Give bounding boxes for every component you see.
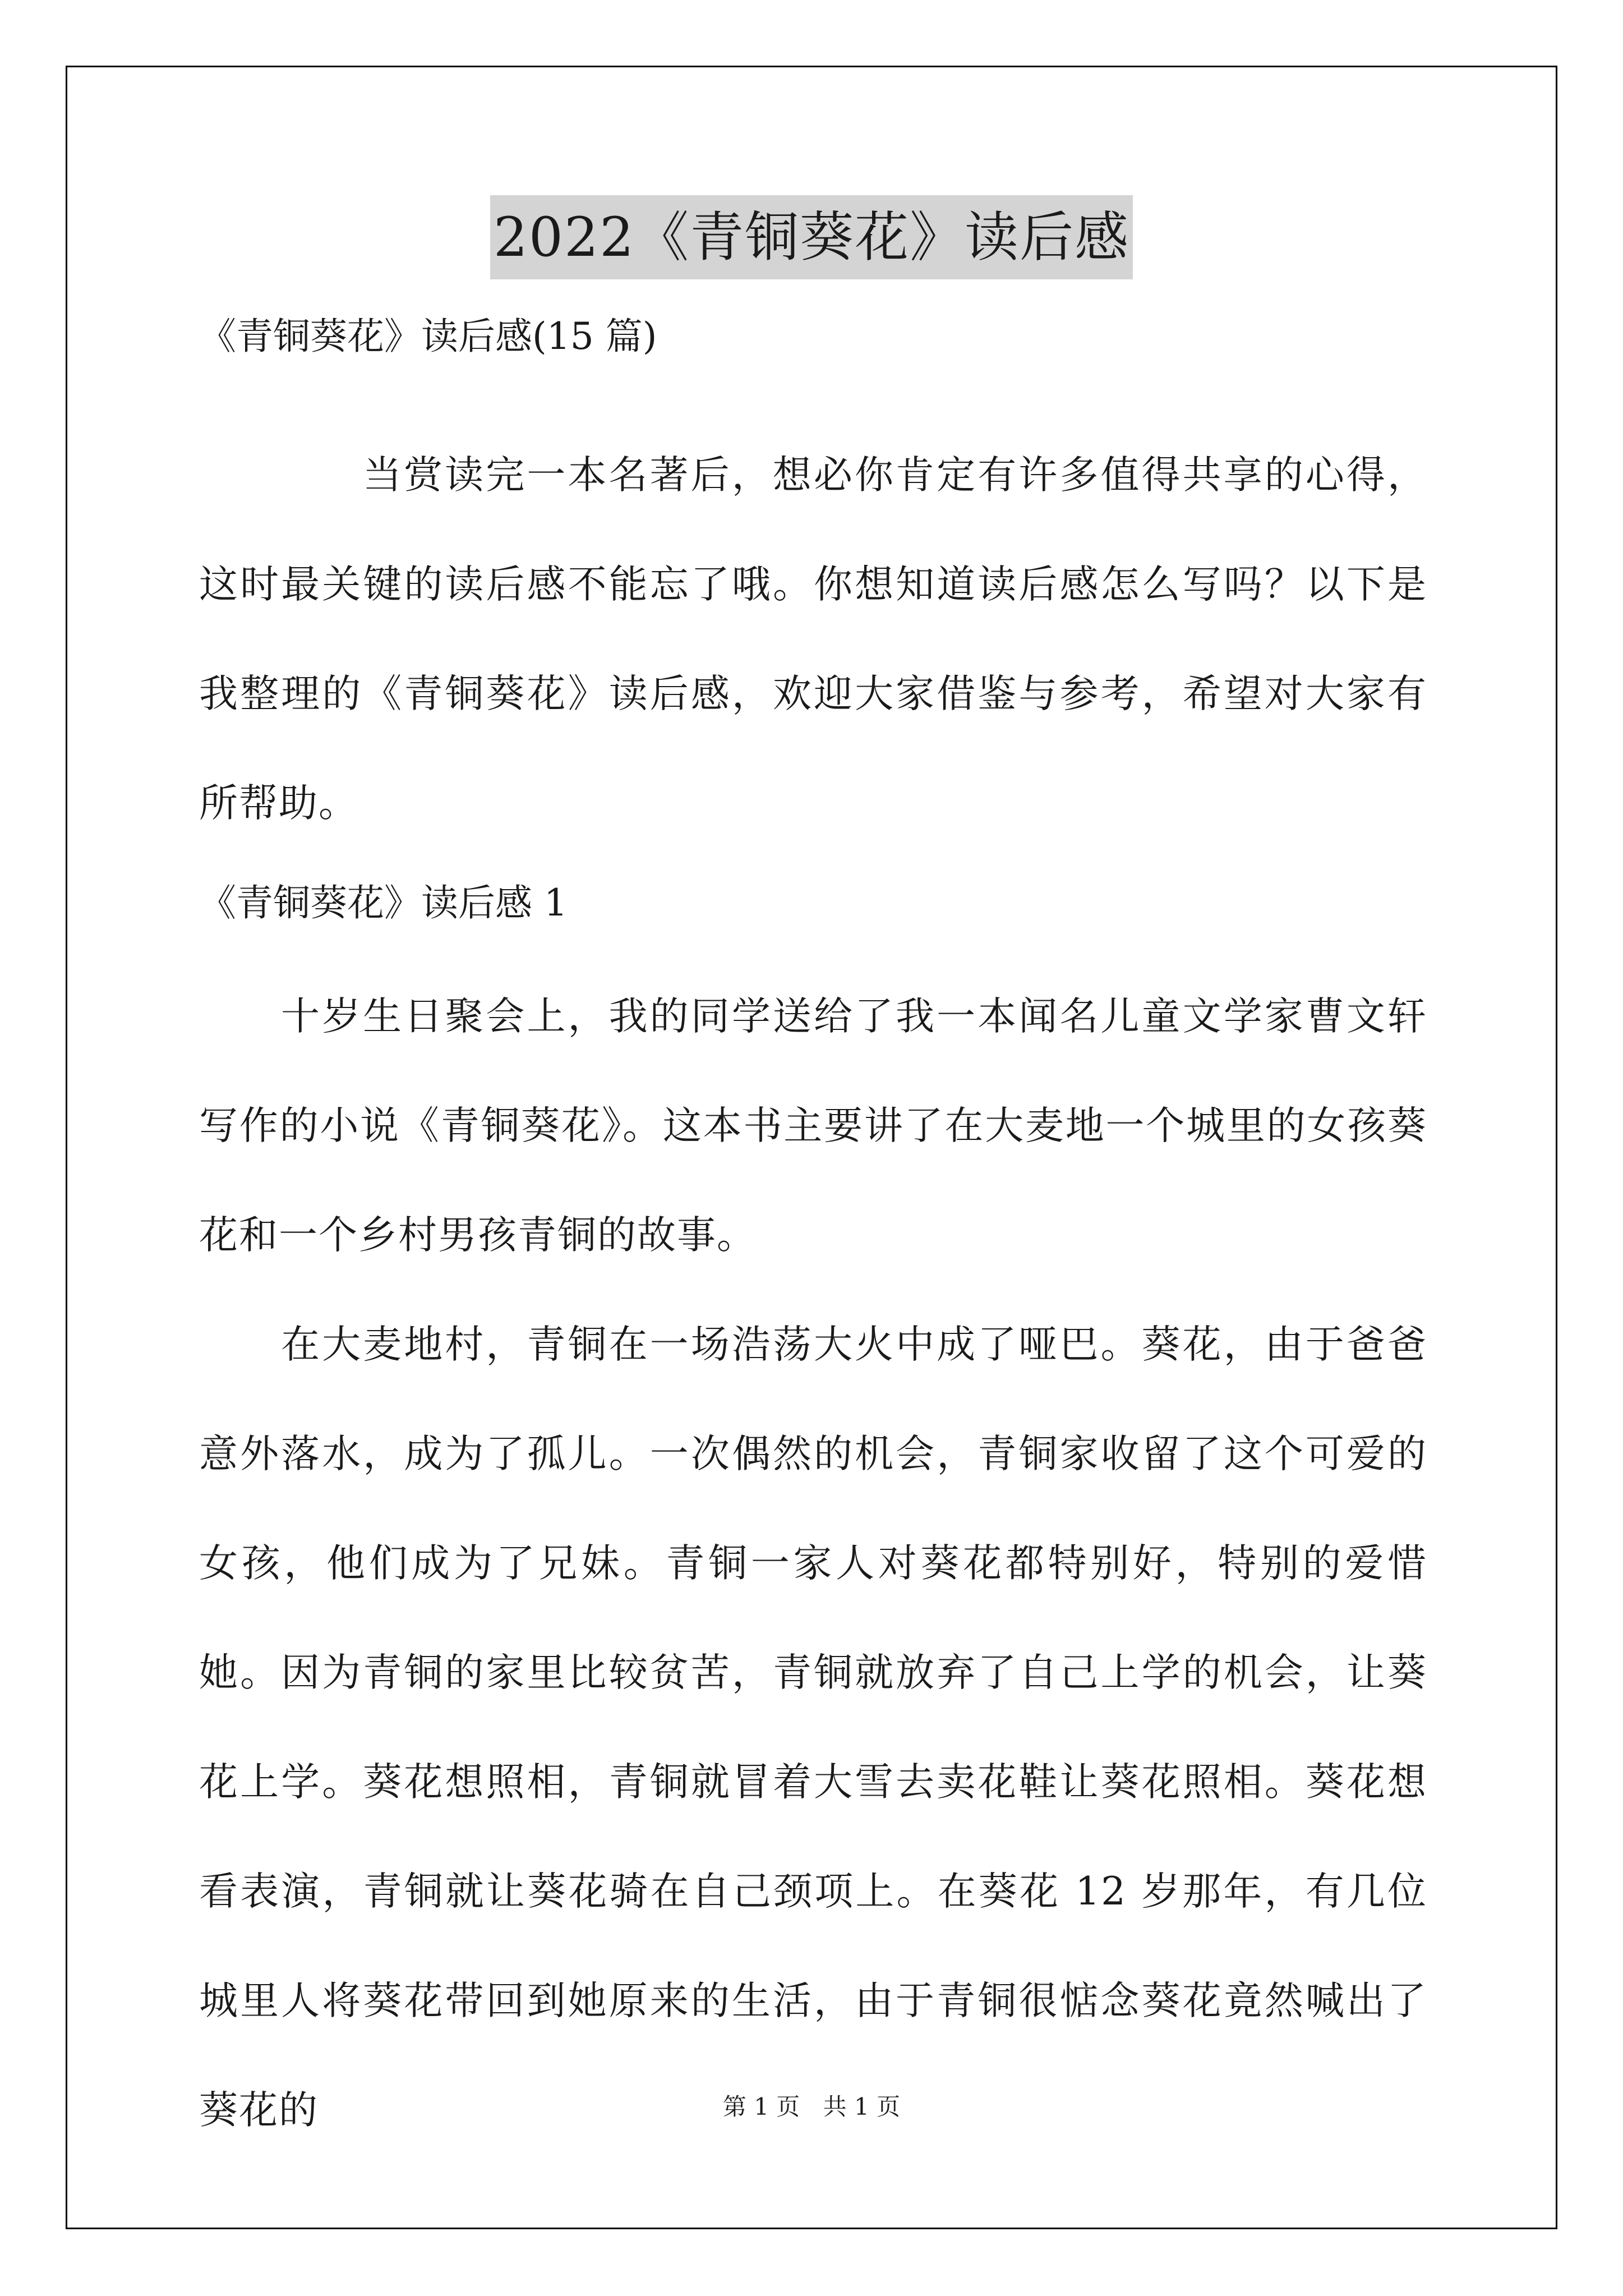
page-number: 第 1 页 xyxy=(722,2093,800,2120)
section-heading: 《青铜葵花》读后感 1 xyxy=(199,881,568,924)
page-footer xyxy=(0,2090,1623,2124)
title-container xyxy=(0,195,1623,279)
page-title: 2022《青铜葵花》读后感 xyxy=(490,195,1133,279)
page-total: 共 1 页 xyxy=(823,2093,901,2120)
document-body xyxy=(199,309,1427,2165)
body-paragraph-1: 十岁生日聚会上，我的同学送给了我一本闻名儿童文学家曹文轩写作的小说《青铜葵花》。这本书主要讲了在大麦地一个城里的女孩葵花和一个乡村男孩青铜的故事。 xyxy=(199,994,1427,1258)
intro-paragraph: 当赏读完一本名著后，想必你肯定有许多值得共享的心得，这时最关键的读后感不能忘了哦。你想知道读后感怎么写吗？以下是我整理的《青铜葵花》读后感，欢迎大家借鉴与参考，希望对大家有所帮助。 xyxy=(199,453,1427,826)
body-paragraph-2: 在大麦地村，青铜在一场浩荡大火中成了哑巴。葵花，由于爸爸意外落水，成为了孤儿。一次偶然的机会，青铜家收留了这个可爱的女孩，他们成为了兄妹。青铜一家人对葵花都特别好，特别的爱惜她。因为青铜的家里比较贫苦，青铜就放弃了自己上学的机会，让葵花上学。葵花想照相，青铜就冒着大雪去卖花鞋让葵花照相。葵花想看表演，青铜就让葵花骑在自己颈项上。在葵花 12 岁那年，有几位城里人将葵花带回到她原来的生活，由于青铜很惦念葵花竟然喊出了葵花的 xyxy=(199,1322,1427,2133)
document-subtitle: 《青铜葵花》读后感(15 篇) xyxy=(199,315,657,358)
